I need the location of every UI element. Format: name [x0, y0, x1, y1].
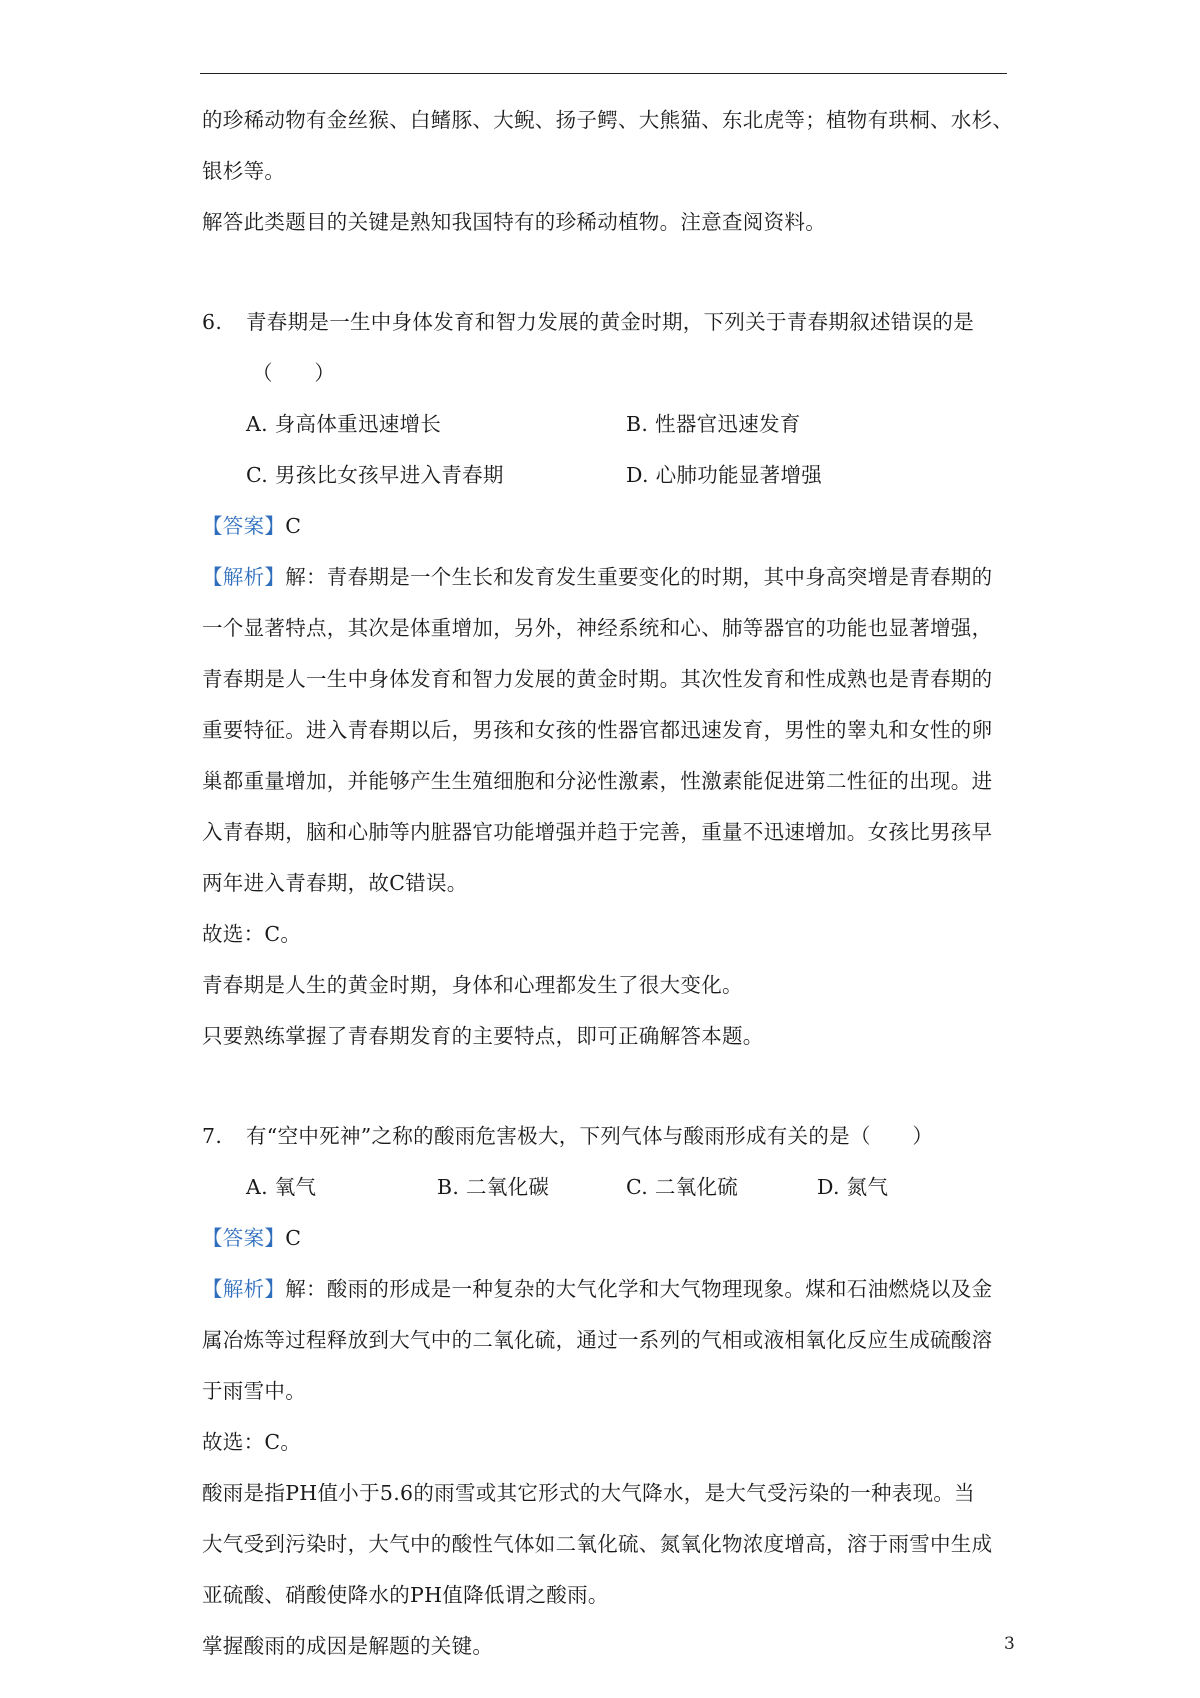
option-text: 心肺功能显著增强 [655, 463, 823, 487]
q7-number: 7. [202, 1124, 223, 1148]
q6-paren: （ ） [252, 361, 336, 385]
answer-tag: 【答案】 [202, 514, 286, 538]
analysis-text: 解：青春期是一个生长和发育发生重要变化的时期，其中身高突增是青春期的 [285, 565, 993, 589]
q6-choice: 故选：C。 [202, 922, 302, 946]
option-label: C. [246, 463, 269, 487]
q7-stem-text: 有“空中死神”之称的酸雨危害极大，下列气体与酸雨形成有关的是（ ） [246, 1124, 934, 1148]
q6-analysis-line-2: 一个显著特点，其次是体重增加，另外，神经系统和心、肺等器官的功能也显著增强， [202, 616, 993, 640]
q6-number: 6. [202, 310, 223, 334]
option-text: 身高体重迅速增长 [274, 412, 442, 436]
q6-options-row-1 [202, 399, 1007, 450]
q7-option-c [626, 1162, 738, 1213]
q6-stem-text: 青春期是一生中身体发育和智力发展的黄金时期，下列关于青春期叙述错误的是 [246, 310, 974, 334]
q6-analysis-line-3: 青春期是人一生中身体发育和智力发展的黄金时期。其次性发育和性成熟也是青春期的 [202, 667, 993, 691]
q6-answer [202, 501, 1007, 552]
q7-stem [202, 1111, 1007, 1162]
q6-analysis-line-5: 巢都重量增加，并能够产生生殖细胞和分泌性激素，性激素能促进第二性征的出现。进 [202, 769, 993, 793]
intro-line-1: 的珍稀动物有金丝猴、白鳍豚、大鲵、扬子鳄、大熊猫、东北虎等；植物有珙桐、水杉、 [202, 108, 1014, 132]
option-label: B. [437, 1175, 460, 1199]
q6-option-c [246, 450, 504, 501]
option-text: 氮气 [846, 1175, 889, 1199]
q6-note-1: 青春期是人生的黄金时期，身体和心理都发生了很大变化。 [202, 973, 743, 997]
q6-option-b [626, 399, 801, 450]
q6-option-d [626, 450, 822, 501]
document-body [202, 95, 1014, 1672]
option-text: 二氧化碳 [466, 1175, 550, 1199]
option-label: A. [246, 412, 268, 436]
option-text: 性器官迅速发育 [655, 412, 801, 436]
header-rule [200, 73, 1007, 74]
option-text: 二氧化硫 [654, 1175, 739, 1199]
q6-analysis-line-1 [202, 552, 1007, 603]
q7-choice: 故选：C。 [202, 1430, 302, 1454]
option-text: 氧气 [274, 1175, 317, 1199]
q7-answer [202, 1213, 1007, 1264]
option-label: D. [817, 1175, 840, 1199]
q7-analysis-line-2: 属冶炼等过程释放到大气中的二氧化硫，通过一系列的气相或液相氧化反应生成硫酸溶 [202, 1328, 993, 1352]
q7-note-2: 大气受到污染时，大气中的酸性气体如二氧化硫、氮氧化物浓度增高，溶于雨雪中生成 [202, 1532, 993, 1556]
q7-note-1: 酸雨是指PH值小于5.6的雨雪或其它形式的大气降水，是大气受污染的一种表现。当 [202, 1481, 975, 1505]
analysis-tag: 【解析】 [202, 565, 286, 589]
q7-analysis-line-3: 于雨雪中。 [202, 1379, 306, 1403]
q7-option-d [817, 1162, 888, 1213]
option-label: A. [246, 1175, 268, 1199]
intro-line-2: 银杉等。 [202, 159, 286, 183]
q6-option-a [246, 399, 441, 450]
answer-value: C [285, 514, 302, 538]
q6-analysis-line-4: 重要特征。进入青春期以后，男孩和女孩的性器官都迅速发育，男性的睾丸和女性的卵 [202, 718, 993, 742]
q6-stem [202, 297, 1007, 348]
analysis-tag: 【解析】 [202, 1277, 286, 1301]
q7-analysis-line-1 [202, 1264, 1007, 1315]
q6-analysis-line-7: 两年进入青春期，故C错误。 [202, 871, 468, 895]
q6-note-2: 只要熟练掌握了青春期发育的主要特点，即可正确解答本题。 [202, 1024, 764, 1048]
intro-line-3: 解答此类题目的关键是熟知我国特有的珍稀动植物。注意查阅资料。 [202, 210, 826, 234]
q7-note-4: 掌握酸雨的成因是解题的关键。 [202, 1634, 494, 1658]
q7-option-b [437, 1162, 549, 1213]
option-text: 男孩比女孩早进入青春期 [274, 463, 504, 487]
option-label: C. [626, 1175, 649, 1199]
answer-tag: 【答案】 [202, 1226, 286, 1250]
q6-options-row-2 [202, 450, 1007, 501]
analysis-text: 解：酸雨的形成是一种复杂的大气化学和大气物理现象。煤和石油燃烧以及金 [285, 1277, 993, 1301]
option-label: B. [626, 412, 649, 436]
q7-option-a [246, 1162, 316, 1213]
answer-value: C [285, 1226, 302, 1250]
q6-analysis-line-6: 入青春期，脑和心肺等内脏器官功能增强并趋于完善，重量不迅速增加。女孩比男孩早 [202, 820, 993, 844]
option-label: D. [626, 463, 649, 487]
page-number: 3 [1004, 1634, 1015, 1654]
q7-note-3: 亚硫酸、硝酸使降水的PH值降低谓之酸雨。 [202, 1583, 609, 1607]
q7-options-row [202, 1162, 1007, 1213]
